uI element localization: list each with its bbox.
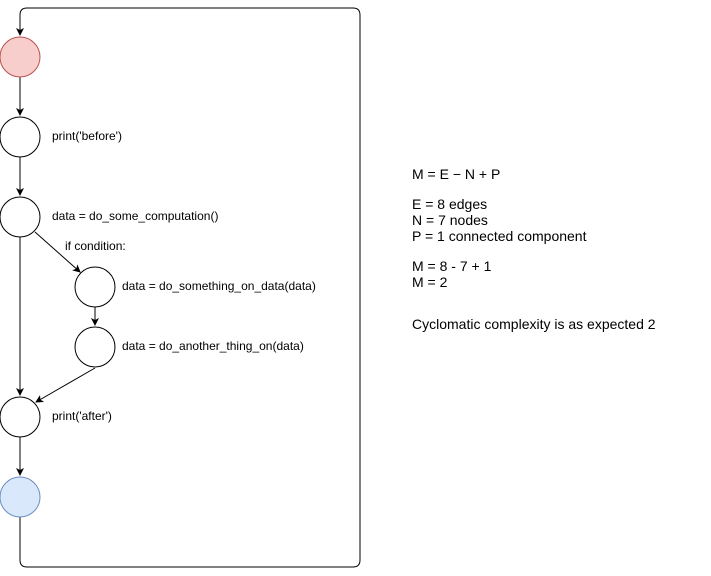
calculation-text: M = 8 - 7 + 1 xyxy=(412,258,492,274)
another-node-label: data = do_another_thing_on(data) xyxy=(122,339,304,353)
after-node xyxy=(0,397,40,437)
nodes-count-text: N = 7 nodes xyxy=(412,212,488,228)
conclusion-text: Cyclomatic complexity is as expected 2 xyxy=(412,316,656,332)
after-node-label: print('after') xyxy=(52,409,112,423)
edge-another-after xyxy=(36,368,95,402)
another-node xyxy=(75,327,115,367)
edges-count-text: E = 8 edges xyxy=(412,196,488,212)
components-count-text: P = 1 connected component xyxy=(412,228,587,244)
formula-text: M = E − N + P xyxy=(412,166,501,182)
exit-node xyxy=(0,477,40,517)
before-node xyxy=(0,117,40,157)
condition-edge-label: if condition: xyxy=(65,239,126,253)
something-node xyxy=(75,267,115,307)
something-node-label: data = do_something_on_data(data) xyxy=(122,279,316,293)
result-text: M = 2 xyxy=(412,274,448,290)
compute-node-label: data = do_some_computation() xyxy=(52,209,219,223)
before-node-label: print('before') xyxy=(52,129,122,143)
entry-node xyxy=(0,37,40,77)
complexity-notes xyxy=(412,166,656,332)
compute-node xyxy=(0,197,40,237)
